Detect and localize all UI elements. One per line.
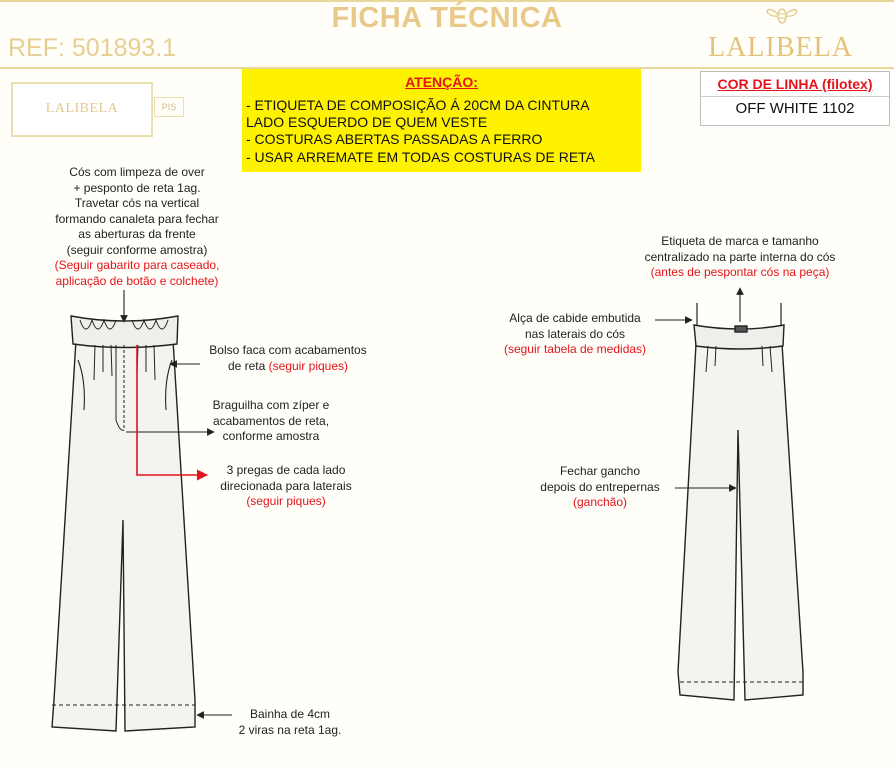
- note-line: nas laterais do cós: [524, 326, 626, 341]
- front-pants-body: [52, 340, 195, 731]
- note-pleats: [196, 463, 376, 510]
- note-line: 2 viras na reta 1ag.: [238, 722, 342, 737]
- note-line-red: (seguir tabela de medidas): [503, 342, 647, 356]
- note-text: de reta: [227, 358, 269, 373]
- reference-code: REF: 501893.1: [8, 34, 177, 62]
- attention-line: - USAR ARREMATE EM TODAS COSTURAS DE RETA: [246, 149, 596, 165]
- pis-label: PIS: [154, 97, 184, 117]
- note-line: Alça de cabide embutida: [509, 311, 641, 325]
- note-line: formando canaleta para fechar: [55, 211, 219, 226]
- note-gusset: [530, 464, 670, 511]
- note-fly: [196, 398, 346, 445]
- note-line: 3 pregas de cada lado: [226, 463, 346, 477]
- note-line: Etiqueta de marca e tamanho: [661, 234, 819, 248]
- note-line-red: aplicação de botão e colchete): [55, 273, 219, 288]
- note-line: Fechar gancho: [559, 464, 641, 478]
- note-line: direcionada para laterais: [220, 478, 352, 493]
- note-line-red: (seguir piques): [246, 494, 326, 508]
- note-line: as aberturas da frente: [78, 227, 196, 241]
- note-line: Cós com limpeza de over: [69, 165, 205, 179]
- note-line: Bolso faca com acabamentos: [209, 343, 367, 357]
- brand-label-tab: [735, 326, 747, 332]
- attention-line: LADO ESQUERDO DE QUEM VESTE: [246, 114, 488, 130]
- brand-logo: LALIBELA: [708, 32, 853, 63]
- note-line: Travetar cós na vertical: [74, 196, 200, 210]
- note-waistband: [12, 165, 262, 289]
- note-hanger: [485, 311, 665, 358]
- note-line: centralizado na parte interna do cós: [644, 249, 836, 264]
- note-brand-label: [620, 234, 860, 281]
- note-line: Bainha de 4cm: [249, 707, 331, 721]
- thread-color-value: OFF WHITE 1102: [735, 100, 855, 117]
- note-line: Braguilha com zíper e: [212, 398, 330, 412]
- note-line: (seguir conforme amostra): [66, 242, 208, 257]
- note-line-red: (antes de pespontar cós na peça): [650, 265, 830, 279]
- note-line: acabamentos de reta,: [212, 413, 330, 428]
- page-title: FICHA TÉCNICA: [331, 2, 563, 34]
- label-logo-text: LALIBELA: [45, 101, 119, 116]
- note-line: [196, 359, 380, 375]
- note-line: depois do entrepernas: [540, 479, 660, 494]
- note-line: conforme amostra: [222, 429, 320, 443]
- note-pocket: [196, 343, 380, 374]
- front-pants-drawing: [52, 316, 195, 731]
- attention-line: - COSTURAS ABERTAS PASSADAS A FERRO: [246, 131, 543, 147]
- attention-title: ATENÇÃO:: [405, 74, 478, 90]
- note-line: + pesponto de reta 1ag.: [73, 180, 201, 195]
- thread-color-title: COR DE LINHA (filotex): [717, 76, 873, 92]
- back-pants-body: [678, 344, 803, 700]
- note-text-red: (seguir piques): [268, 358, 349, 373]
- note-hem: [220, 707, 360, 738]
- back-pants-drawing: [678, 303, 803, 700]
- attention-line: - ETIQUETA DE COMPOSIÇÃO Á 20CM DA CINTURA: [246, 97, 590, 113]
- note-line-red: (Seguir gabarito para caseado,: [54, 258, 220, 272]
- note-line-red: (ganchão): [572, 495, 628, 509]
